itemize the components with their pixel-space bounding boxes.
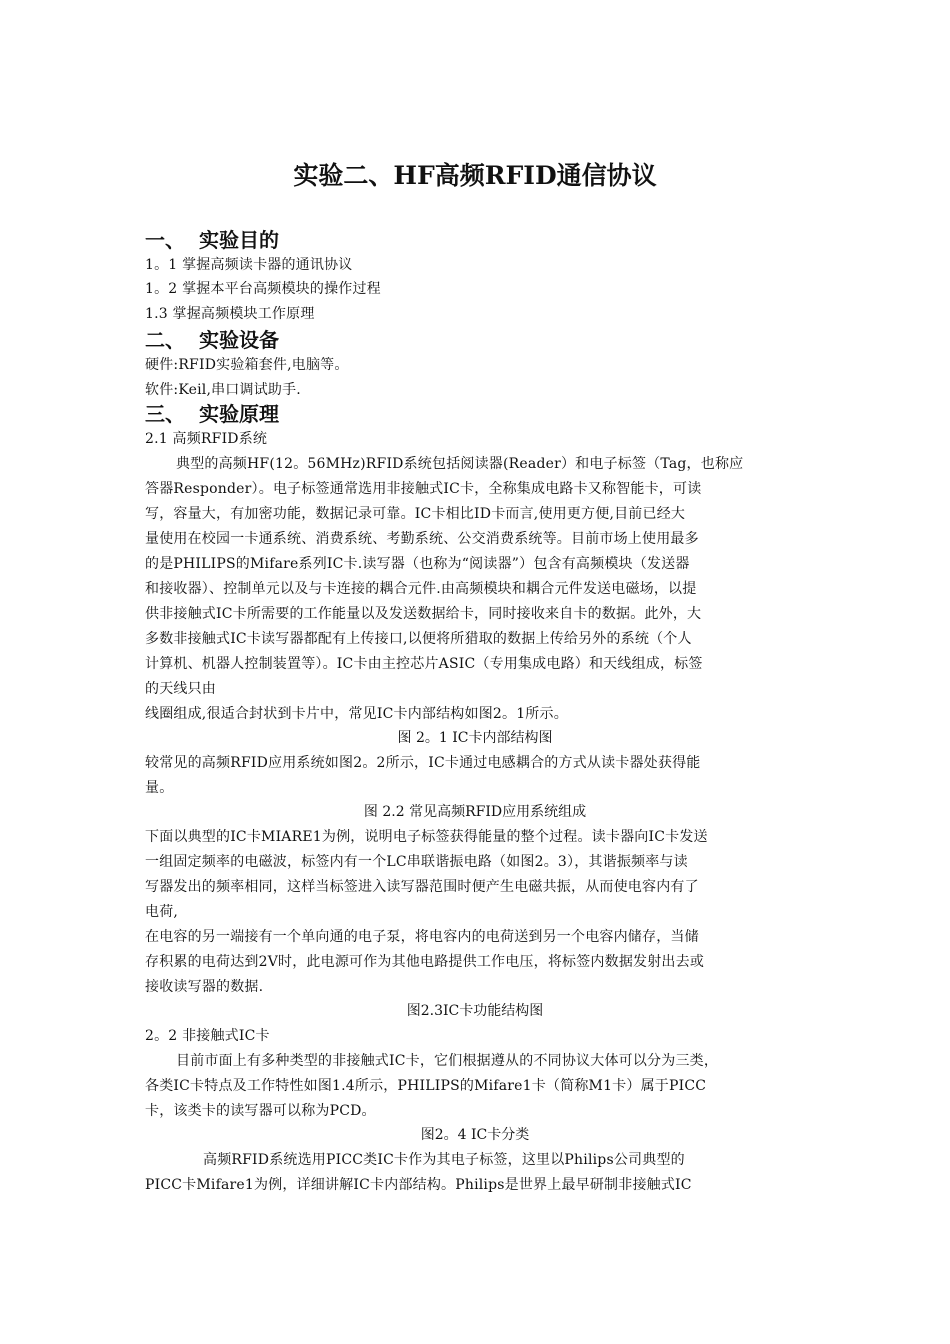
paragraph-line: 高频RFID系统选用PICC类IC卡作为其电子标签，这里以Philips公司典型的	[203, 1152, 685, 1168]
document-title: 实验二、HF高频RFID通信协议	[293, 161, 657, 190]
paragraph-line: 计算机、机器人控制装置等）。IC卡由主控芯片ASIC（专用集成电路）和天线组成，标签	[145, 656, 703, 672]
paragraph-line: 的是PHILIPS的Mifare系列IC卡.读写器（也称为“阅读器”）包含有高频模块（发送器	[145, 556, 690, 572]
section-heading-principle	[145, 400, 279, 428]
figure-caption: 图2。4 IC卡分类	[420, 1127, 530, 1143]
section-label: 实验原理	[199, 402, 279, 426]
section-number: 一、	[145, 228, 185, 252]
figure-caption: 图2.3IC卡功能结构图	[406, 1003, 544, 1019]
paragraph-line: 的天线只由	[145, 681, 216, 697]
paragraph-line: 量使用在校园一卡通系统、消费系统、考勤系统、公交消费系统等。目前市场上使用最多	[145, 531, 699, 547]
paragraph-line: 存积累的电荷达到2V时，此电源可作为其他电路提供工作电压，将标签内数据发射出去或	[145, 954, 705, 970]
paragraph-line: 线圈组成,很适合封状到卡片中，常见IC卡内部结构如图2。1所示。	[145, 706, 568, 722]
paragraph-line: PICC卡Mifare1为例，详细讲解IC卡内部结构。Philips是世界上最早研制非接触式IC	[145, 1177, 692, 1193]
paragraph-line: 电荷,	[145, 904, 179, 920]
section-label: 实验目的	[199, 228, 279, 252]
paragraph-line: 接收读写器的数据.	[145, 979, 264, 995]
section-label: 实验设备	[199, 328, 279, 352]
objective-line: 1.3 掌握高频模块工作原理	[145, 306, 315, 322]
paragraph-line: 写器发出的频率相同，这样当标签进入读写器范围时便产生电磁共振，从而使电容内有了	[145, 879, 699, 895]
objective-line: 1。2 掌握本平台高频模块的操作过程	[145, 281, 381, 297]
section-heading-equipment	[145, 326, 279, 354]
figure-caption: 图 2.2 常见高频RFID应用系统组成	[363, 804, 587, 820]
paragraph-line: 量。	[145, 780, 174, 796]
objective-line: 1。1 掌握高频读卡器的通讯协议	[145, 257, 353, 273]
equipment-line: 硬件:RFID实验箱套件,电脑等。	[145, 357, 349, 373]
subsection-heading: 2。2 非接触式IC卡	[145, 1028, 270, 1044]
paragraph-line: 目前市面上有多种类型的非接触式IC卡，它们根据遵从的不同协议大体可以分为三类，	[176, 1053, 719, 1069]
paragraph-line: 各类IC卡特点及工作特性如图1.4所示，PHILIPS的Mifare1卡（简称M1卡）属于PICC	[145, 1078, 707, 1094]
subsection-heading: 2.1 高频RFID系统	[145, 431, 268, 447]
paragraph-line: 典型的高频HF(12。56MHz)RFID系统包括阅读器(Reader）和电子标签（Tag，也称应	[176, 456, 744, 472]
paragraph-line: 和接收器）、控制单元以及与卡连接的耦合元件.由高频模块和耦合元件发送电磁场，以提	[145, 581, 697, 597]
paragraph-line: 写，容量大，有加密功能，数据记录可靠。IC卡相比ID卡而言,使用更方便,目前已经大	[145, 506, 686, 522]
figure-caption: 图 2。1 IC卡内部结构图	[397, 730, 553, 746]
equipment-line: 软件:Keil,串口调试助手.	[145, 382, 301, 398]
paragraph-line: 较常见的高频RFID应用系统如图2。2所示，IC卡通过电感耦合的方式从读卡器处获得能	[145, 755, 701, 771]
section-number: 二、	[145, 328, 185, 352]
paragraph-line: 下面以典型的IC卡MIARE1为例，说明电子标签获得能量的整个过程。读卡器向IC卡发送	[145, 829, 708, 845]
section-heading-objectives	[145, 226, 279, 254]
paragraph-line: 答器Responder）。电子标签通常选用非接触式IC卡，全称集成电路卡又称智能卡，可读	[145, 481, 702, 497]
paragraph-line: 卡，该类卡的读写器可以称为PCD。	[145, 1103, 376, 1119]
section-number: 三、	[145, 402, 185, 426]
paragraph-line: 一组固定频率的电磁波，标签内有一个LC串联谐振电路（如图2。3），其谐振频率与读	[145, 854, 688, 870]
paragraph-line: 供非接触式IC卡所需要的工作能量以及发送数据给卡，同时接收来自卡的数据。此外，大	[145, 606, 702, 622]
paragraph-line: 在电容的另一端接有一个单向通的电子泵，将电容内的电荷送到另一个电容内储存，当储	[145, 929, 699, 945]
paragraph-line: 多数非接触式IC卡读写器都配有上传接口,以便将所猎取的数据上传给另外的系统（个人	[145, 631, 692, 647]
